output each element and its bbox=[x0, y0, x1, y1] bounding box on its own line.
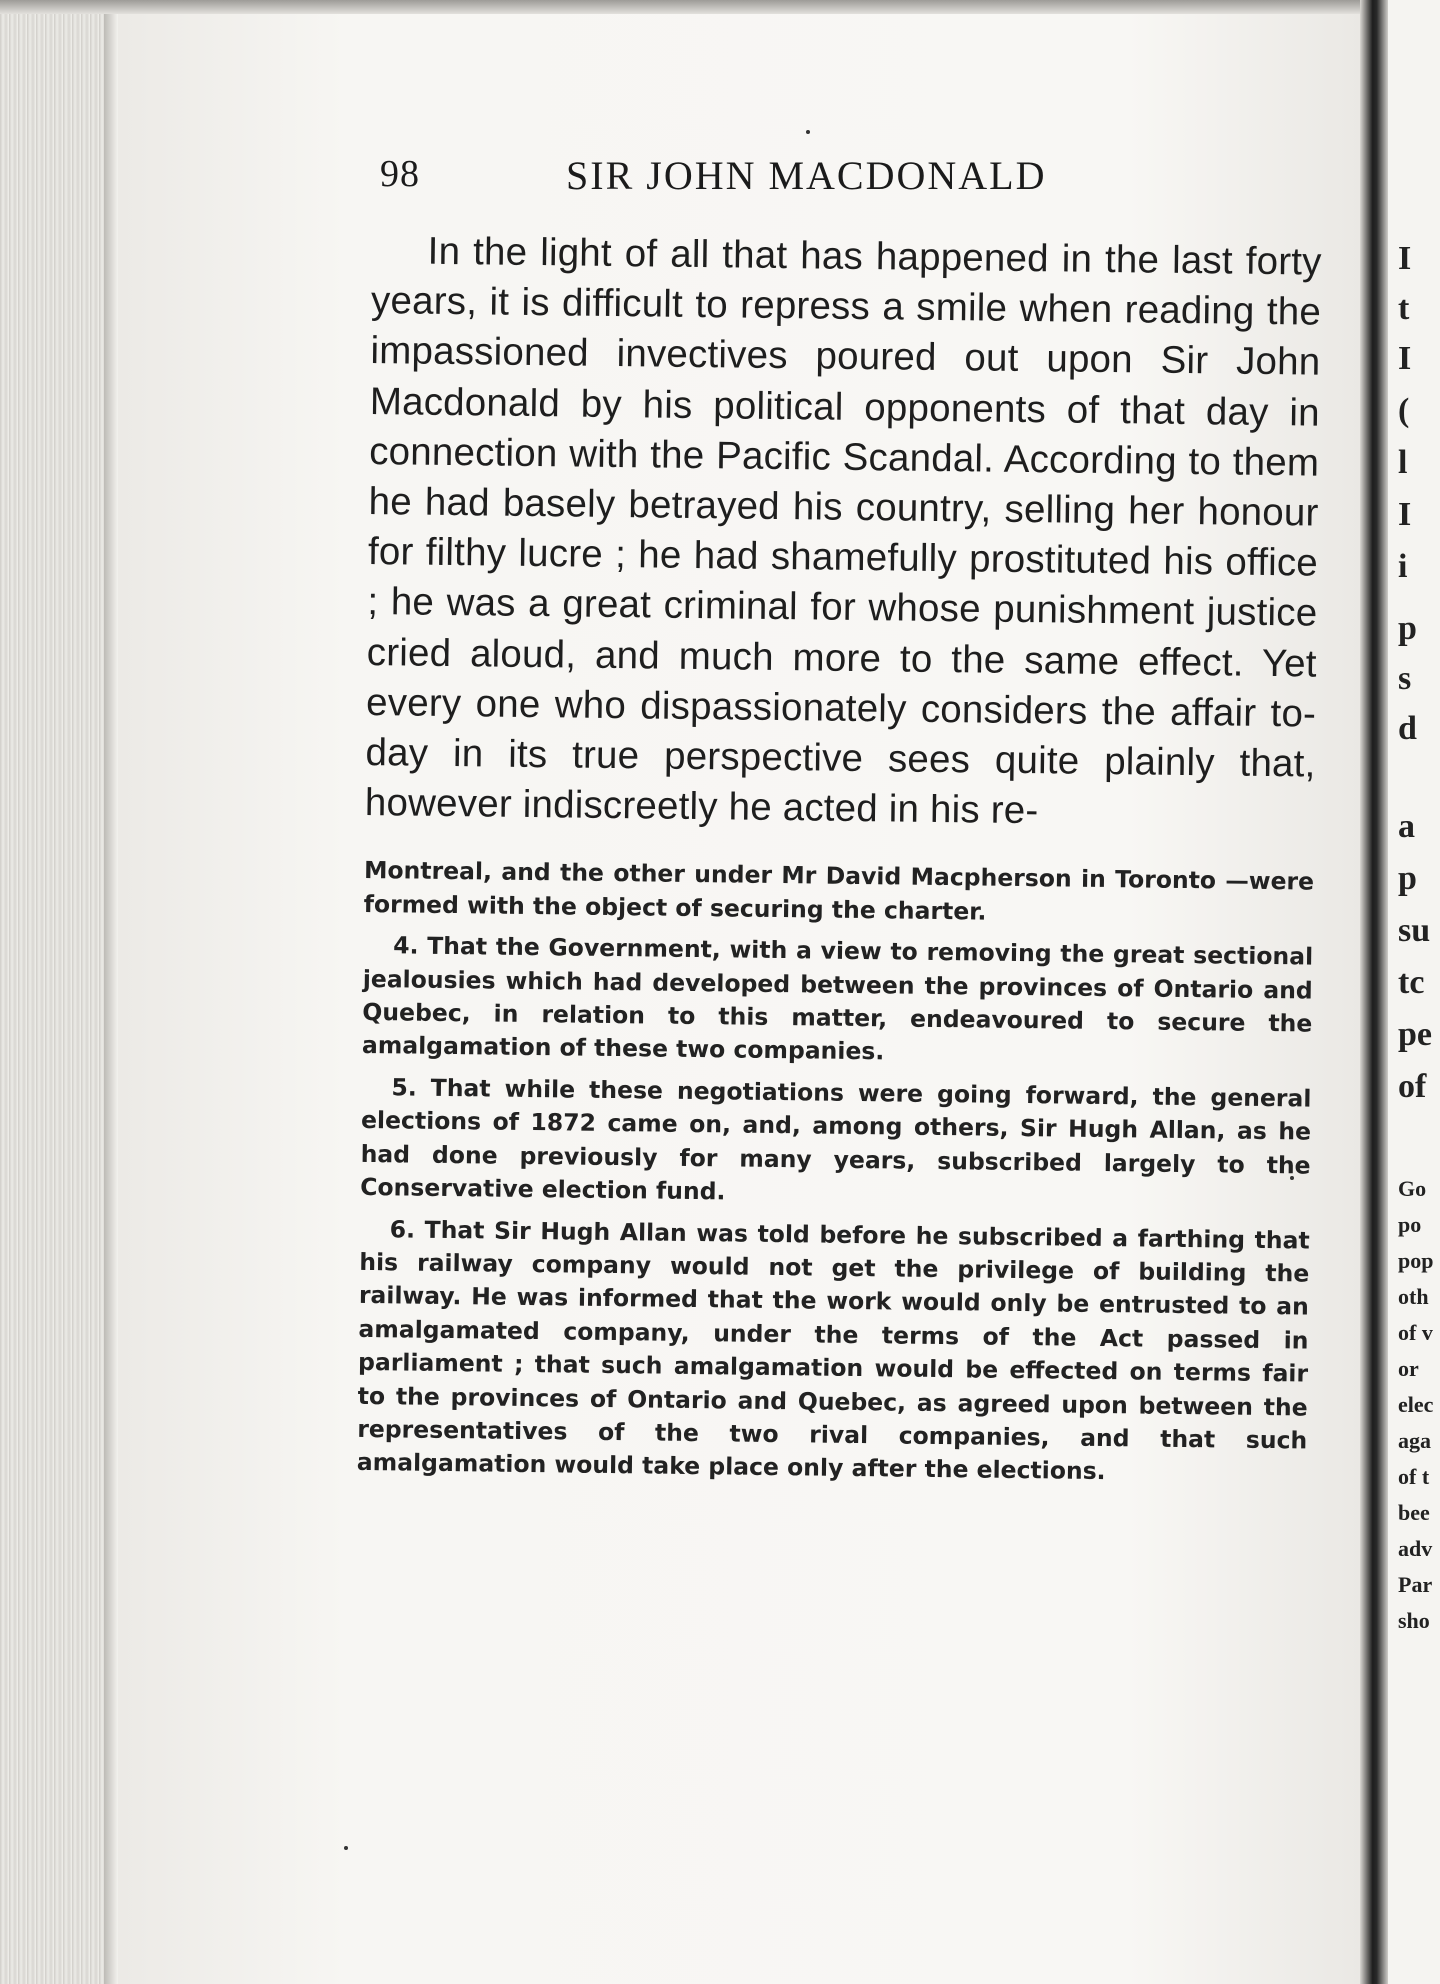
running-title: SIR JOHN MACDONALD bbox=[566, 153, 1047, 198]
facing-fragment: I bbox=[1398, 496, 1412, 533]
facing-fragment: of v bbox=[1398, 1320, 1433, 1345]
facing-fragment: or bbox=[1398, 1356, 1419, 1381]
facing-page bbox=[1388, 0, 1440, 1984]
footnote-paragraph: Montreal, and the other under Mr David Macpherson in Toronto —were formed with the object of securing the charter. bbox=[363, 856, 1315, 926]
page-body bbox=[357, 226, 1322, 1491]
speck bbox=[806, 130, 810, 134]
facing-fragment: t bbox=[1398, 290, 1410, 327]
facing-fragment: of t bbox=[1398, 1464, 1430, 1489]
facing-fragment: i bbox=[1398, 548, 1408, 585]
facing-fragment: po bbox=[1398, 1212, 1422, 1237]
facing-fragment: tc bbox=[1398, 964, 1425, 1001]
facing-fragment: p bbox=[1398, 610, 1417, 647]
facing-fragment: sho bbox=[1398, 1608, 1430, 1633]
footnote-paragraph: 4. That the Government, with a view to removing the great sectional jealousies which had developed between the provinces of Ontario and Quebec, in relation to this matter, endeavoured to secure the amalgamation of these two companies. bbox=[361, 931, 1314, 1066]
facing-fragment: ( bbox=[1398, 392, 1410, 429]
speck bbox=[344, 1846, 348, 1850]
facing-fragment: p bbox=[1398, 860, 1417, 897]
page-edges bbox=[0, 0, 118, 1984]
facing-fragment: bee bbox=[1398, 1500, 1430, 1525]
facing-fragment: pop bbox=[1398, 1248, 1434, 1273]
book-gutter bbox=[1360, 0, 1388, 1984]
facing-fragment: Par bbox=[1398, 1572, 1433, 1597]
facing-fragment: of bbox=[1398, 1068, 1427, 1105]
facing-fragment: I bbox=[1398, 240, 1412, 277]
facing-fragment: I bbox=[1398, 340, 1412, 377]
facing-fragment: oth bbox=[1398, 1284, 1429, 1309]
facing-fragment: pe bbox=[1398, 1016, 1432, 1053]
facing-fragment: d bbox=[1398, 710, 1417, 747]
facing-fragment: elec bbox=[1398, 1392, 1434, 1417]
facing-fragment: aga bbox=[1398, 1428, 1431, 1453]
top-edge bbox=[0, 0, 1440, 14]
footnote-paragraph: 6. That Sir Hugh Allan was told before he subscribed a farthing that his railway company would not get the privilege of building the railway. He was informed that the work would only be entrusted to an amalgamated company, under the terms of the Act passed in parliament ; that such amalgamation would be effected on terms fair to the provinces of Ontario and Quebec, as agreed upon between the representatives of the two rival companies, and that such amalgamation would take place only after the elections. bbox=[356, 1214, 1310, 1486]
facing-fragment: Go bbox=[1398, 1176, 1427, 1201]
facing-fragment: s bbox=[1398, 660, 1412, 697]
facing-fragment: l bbox=[1398, 444, 1408, 481]
facing-fragment: a bbox=[1398, 808, 1415, 845]
facing-fragment: adv bbox=[1398, 1536, 1433, 1561]
main-paragraph: In the light of all that has happened in the last forty years, it is difficult to repress a smile when reading the impassioned invectives poured out upon Sir John Macdonald by his political opponents of that day in connection with the Pacific Scandal. According to them he had basely betrayed his country, selling her honour for filthy lucre ; he had shamefully prostituted his office ; he was a great criminal for whose punishment justice cried aloud, and much more to the same effect. Yet every one who dispassionately considers the affair to-day in its true perspective sees quite plainly that, however indiscreetly he acted in his re- bbox=[364, 229, 1322, 833]
page-number: 98 bbox=[380, 153, 420, 195]
facing-fragment: su bbox=[1398, 912, 1431, 949]
footnote-paragraph: 5. That while these negotiations were going forward, the general elections of 1872 came on, and, among others, Sir Hugh Allan, as he had done previously for many years, subscribed largely to the Conservative election fund. bbox=[360, 1073, 1312, 1206]
